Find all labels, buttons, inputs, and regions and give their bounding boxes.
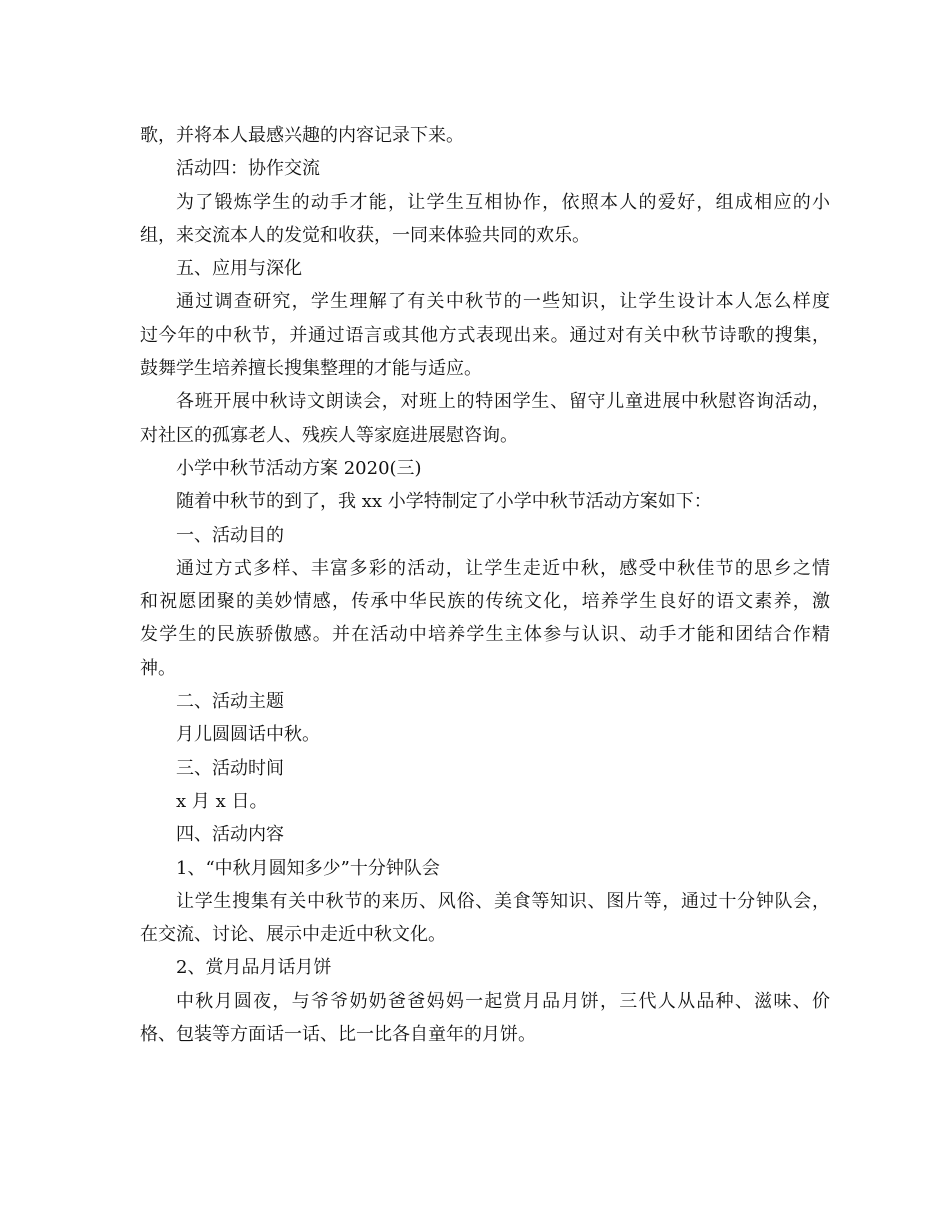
text-line: 月儿圆圆话中秋。 (176, 724, 320, 746)
text-line: 对社区的孤寡老人、残疾人等家庭进展慰咨询。 (140, 424, 518, 446)
heading: 四、活动内容 (176, 824, 284, 846)
document-body (140, 119, 830, 1051)
text-line: 鼓舞学生培养擅长搜集整理的才能与适应。 (140, 358, 482, 380)
text-line: 格、包装等方面话一话、比一比各自童年的月饼。 (140, 1024, 536, 1046)
section-title: 小学中秋节活动方案 2020(三) (176, 457, 422, 479)
heading: 三、活动时间 (176, 757, 284, 779)
text-line: 组，来交流本人的发觉和收获，一同来体验共同的欢乐。 (140, 224, 590, 246)
text-line: 神。 (140, 657, 176, 679)
text-line: 随着中秋节的到了，我 xx 小学特制定了小学中秋节活动方案如下： (176, 491, 712, 513)
heading: 二、活动主题 (176, 691, 284, 713)
text-line: 五、应用与深化 (176, 258, 302, 280)
text-line: 过今年的中秋节，并通过语言或其他方式表现出来。通过对有关中秋节诗歌的搜集， (140, 324, 830, 346)
text-line: 通过方式多样、丰富多彩的活动，让学生走近中秋，感受中秋佳节的思乡之情 (176, 557, 830, 579)
subheading: 2、赏月品月话月饼 (176, 957, 332, 979)
text-line: 活动四：协作交流 (176, 158, 320, 180)
text-line: 在交流、讨论、展示中走近中秋文化。 (140, 924, 446, 946)
text-line: 各班开展中秋诗文朗读会，对班上的特困学生、留守儿童进展中秋慰咨询活动， (176, 391, 830, 413)
text-line: 中秋月圆夜，与爷爷奶奶爸爸妈妈一起赏月品月饼，三代人从品种、滋味、价 (176, 990, 830, 1012)
subheading: 1、“中秋月圆知多少”十分钟队会 (176, 857, 440, 879)
heading: 一、活动目的 (176, 524, 284, 546)
text-line: 为了锻炼学生的动手才能，让学生互相协作，依照本人的爱好，组成相应的小 (176, 191, 830, 213)
text-line: 歌，并将本人最感兴趣的内容记录下来。 (140, 125, 464, 146)
text-line: x 月 x 日。 (176, 790, 268, 812)
text-line: 通过调查研究，学生理解了有关中秋节的一些知识，让学生设计本人怎么样度 (176, 291, 830, 313)
text-line: 发学生的民族骄傲感。并在活动中培养学生主体参与认识、动手才能和团结合作精 (140, 624, 830, 646)
text-line: 让学生搜集有关中秋节的来历、风俗、美食等知识、图片等，通过十分钟队会， (176, 890, 830, 912)
text-line: 和祝愿团聚的美妙情感，传承中华民族的传统文化，培养学生良好的语文素养，激 (140, 591, 830, 613)
